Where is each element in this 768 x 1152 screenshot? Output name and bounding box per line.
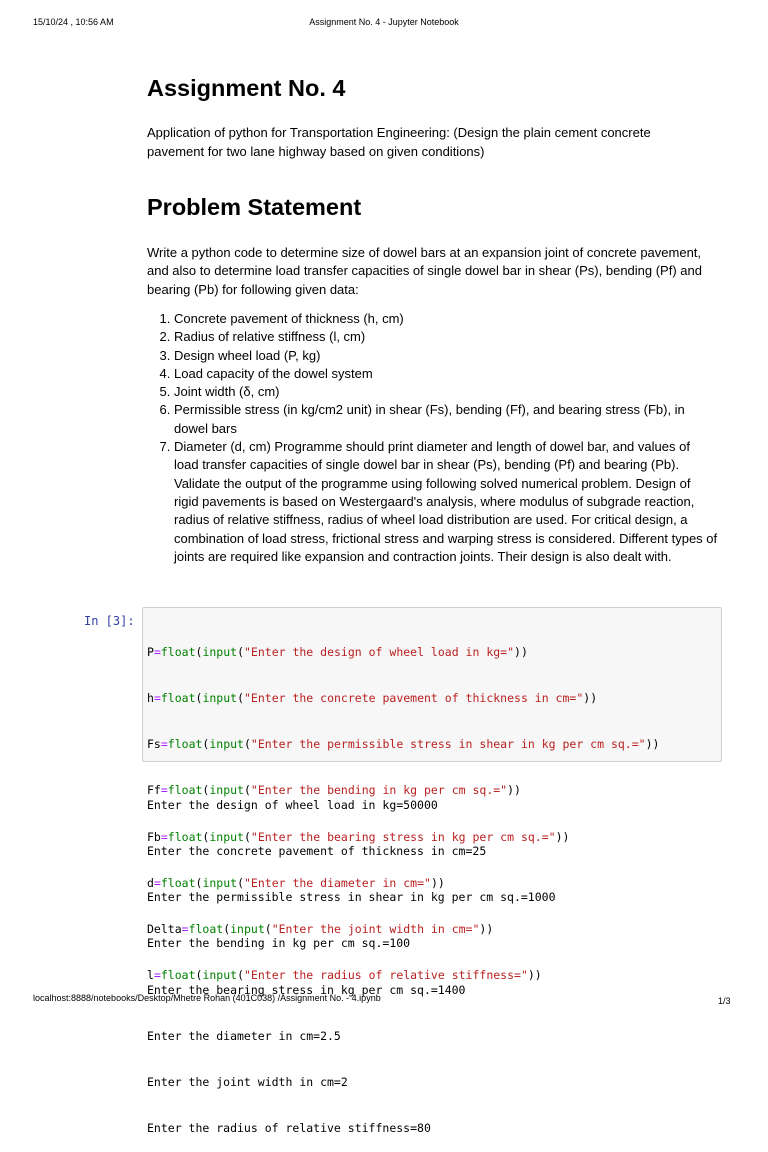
code-variable: d (147, 875, 154, 890)
code-string: "Enter the concrete pavement of thickness in cm=" (244, 691, 584, 706)
list-item: 5. Joint width (δ, cm) (174, 383, 718, 401)
notebook-title: Assignment No. 4 (147, 75, 346, 101)
code-operator: = (160, 829, 168, 844)
conditions-list (147, 310, 718, 566)
cell-output (147, 767, 556, 1152)
output-line: Enter the diameter in cm=2.5 (147, 1028, 341, 1043)
code-operator: = (160, 737, 168, 752)
cell-prompt: In [3]: (84, 614, 135, 628)
code-builtin: input (230, 922, 265, 937)
code-variable: Fb (147, 829, 161, 844)
code-operator: = (153, 691, 161, 706)
output-line: Enter the radius of relative stiffness=80 (147, 1121, 431, 1136)
code-string: "Enter the diameter in cm=" (244, 875, 431, 890)
code-builtin: float (160, 875, 196, 890)
output-line: Enter the bearing stress in kg per cm sq.=1400 (147, 982, 466, 997)
list-item: 3. Design wheel load (P, kg) (174, 347, 718, 365)
output-line: Enter the bending in kg per cm sq.=100 (147, 936, 411, 951)
section-heading: Problem Statement (147, 194, 362, 220)
code-variable: Ff (147, 783, 161, 798)
code-builtin: float (160, 644, 196, 659)
code-operator: = (153, 644, 161, 659)
code-builtin: input (209, 829, 244, 844)
code-line: l=float(input("Enter the radius of relative stiffness=")) (147, 968, 542, 983)
code-builtin: input (209, 783, 244, 798)
code-operator: = (160, 783, 168, 798)
code-builtin: input (202, 968, 238, 983)
code-builtin: float (188, 922, 224, 937)
list-item: 1. Concrete pavement of thickness (h, cm) (174, 310, 718, 328)
code-string: "Enter the bending in kg per cm sq.=" (250, 783, 508, 798)
intro-paragraph: Application of python for Transportation Engineering: (Design the plain cement concrete pavement for two lane highway based on given conditions) (147, 125, 651, 159)
output-line: Enter the design of wheel load in kg=50000 (147, 797, 438, 812)
page-number: 1/3 (718, 996, 731, 1006)
code-line: Delta=float(input("Enter the joint width in cm=")) (147, 922, 494, 937)
code-builtin: input (209, 737, 244, 752)
code-line: h=float(input("Enter the concrete pavement of thickness in cm=")) (147, 691, 598, 706)
code-line: Ff=float(input("Enter the bending in kg per cm sq.=")) (147, 783, 521, 798)
print-page-title: Assignment No. 4 - Jupyter Notebook (309, 17, 459, 27)
code-line: Fb=float(input("Enter the bearing stress in kg per cm sq.=")) (147, 829, 570, 844)
code-string: "Enter the bearing stress in kg per cm sq.=" (250, 829, 556, 844)
list-item: 7. Diameter (d, cm) Programme should print diameter and length of dowel bar, and values of load transfer capacities of single dowel bar in shear (Ps), bending (Pf) and bearing (Pb). Validate the output of the programme using following solved numerical problem. Design of rigid pavements is based on Westergaard's analysis, where modulus of subgrade reaction, radius of relative stiffness, radius of wheel load distribution are used. For critical design, a combination of load stress, frictional stress and warping stress is considered. Different types of joints are required like expansion and contraction joints. Their design is also dealt with. (174, 438, 718, 566)
output-line: Enter the concrete pavement of thickness in cm=25 (147, 844, 487, 859)
code-variable: h (147, 691, 154, 706)
code-variable: Delta (147, 922, 182, 937)
code-builtin: input (202, 691, 238, 706)
code-operator: = (181, 922, 189, 937)
code-line: d=float(input("Enter the diameter in cm=")) (147, 875, 445, 890)
code-string: "Enter the joint width in cm=" (271, 922, 480, 937)
code-line: Fs=float(input("Enter the permissible stress in shear in kg per cm sq.=")) (147, 737, 660, 752)
code-variable: Fs (147, 737, 161, 752)
code-builtin: float (167, 737, 203, 752)
output-line: Enter the joint width in cm=2 (147, 1075, 348, 1090)
code-builtin: float (160, 691, 196, 706)
print-header (0, 17, 768, 29)
code-builtin: float (167, 829, 203, 844)
list-item: 4. Load capacity of the dowel system (174, 365, 718, 383)
code-line: P=float(input("Enter the design of wheel load in kg=")) (147, 644, 528, 659)
list-item: 2. Radius of relative stiffness (l, cm) (174, 328, 718, 346)
code-builtin: input (202, 875, 238, 890)
output-line: Enter the permissible stress in shear in kg per cm sq.=1000 (147, 890, 556, 905)
code-variable: l (147, 968, 154, 983)
problem-paragraph: Write a python code to determine size of dowel bars at an expansion joint of concrete pavement, and also to determine load transfer capacities of single dowel bar in shear (Ps), bending (Pf) and bearing (Pb) for following given data: (147, 245, 702, 297)
print-url: localhost:8888/notebooks/Desktop/Mhetre Rohan (401C038) /Assignment No. - 4.ipynb (33, 993, 381, 1003)
list-item: 6. Permissible stress (in kg/cm2 unit) in shear (Fs), bending (Ff), and bearing stress (Fb), in dowel bars (174, 401, 718, 438)
code-string: "Enter the radius of relative stiffness=" (244, 968, 528, 983)
code-variable: P (147, 644, 154, 659)
code-string: "Enter the design of wheel load in kg=" (244, 644, 515, 659)
code-builtin: input (202, 644, 238, 659)
code-operator: = (153, 875, 161, 890)
code-builtin: float (160, 968, 196, 983)
code-string: "Enter the permissible stress in shear in kg per cm sq.=" (250, 737, 646, 752)
code-operator: = (153, 968, 161, 983)
code-builtin: float (167, 783, 203, 798)
print-datetime: 15/10/24 , 10:56 AM (33, 17, 114, 27)
